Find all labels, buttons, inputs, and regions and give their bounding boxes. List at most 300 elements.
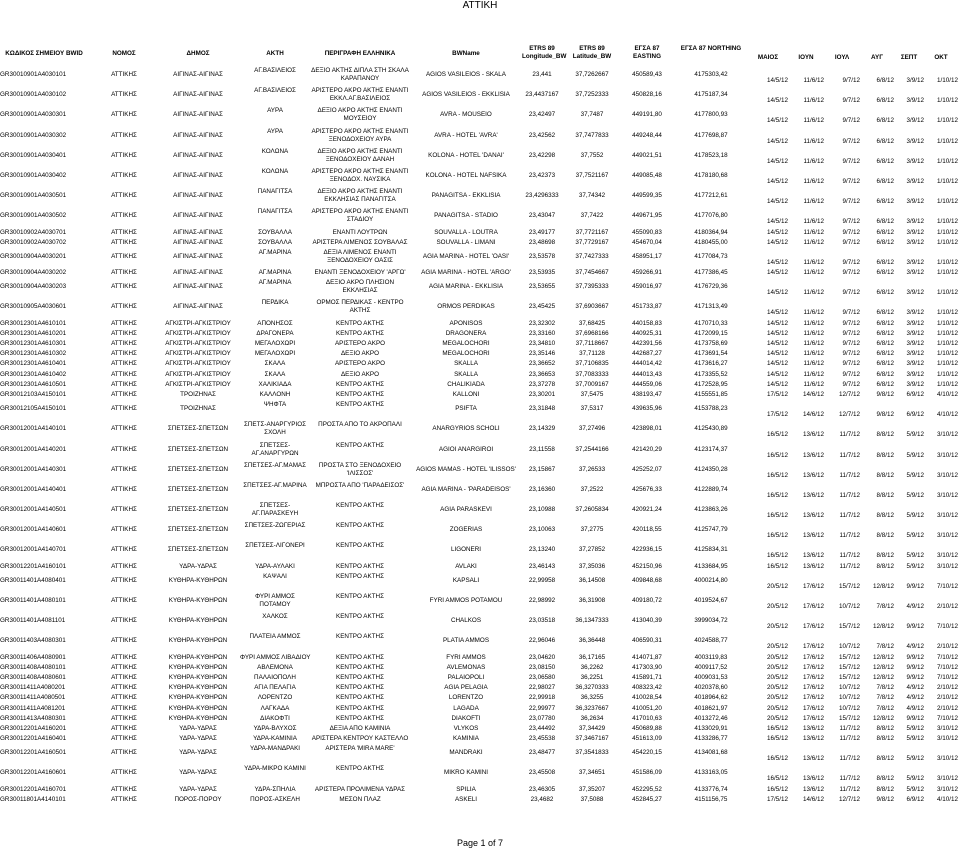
cell-lat: 37,27852 bbox=[578, 546, 606, 554]
cell-code: GR30012001A4140101 bbox=[0, 425, 67, 433]
cell-sep: 3/9/12 bbox=[906, 329, 924, 337]
cell-akti: ΣΚΑΛΑ bbox=[264, 360, 286, 368]
cell-east: 423898,01 bbox=[632, 425, 662, 433]
cell-aug: 8/8/12 bbox=[876, 532, 894, 540]
cell-may: 20/5/12 bbox=[766, 643, 788, 651]
cell-lon: 22,99918 bbox=[528, 694, 556, 702]
cell-sep: 3/9/12 bbox=[906, 370, 924, 378]
cell-akti: ΠΕΡΔΙΚΑ bbox=[261, 299, 289, 307]
table-row bbox=[0, 673, 960, 683]
cell-akti: ΥΔΡΑ-ΚΑΜΙΝΙΑ bbox=[253, 735, 297, 743]
cell-sep: 5/9/12 bbox=[906, 735, 924, 743]
cell-jul: 9/7/12 bbox=[842, 177, 860, 185]
cell-aug: 9/8/12 bbox=[876, 390, 894, 398]
cell-aug: 8/8/12 bbox=[876, 471, 894, 479]
cell-perigrafi: ΜΕΣΟΝ ΠΛΑΖ bbox=[339, 795, 381, 803]
cell-nomos: ΑΤΤΙΚΗΣ bbox=[111, 111, 137, 119]
cell-perigrafi: ΚΕΝΤΡΟ ΑΚΤΗΣ bbox=[336, 542, 384, 550]
cell-east: 451613,09 bbox=[632, 735, 662, 743]
cell-may: 16/5/12 bbox=[766, 735, 788, 743]
cell-north: 4125430,89 bbox=[694, 425, 728, 433]
cell-dimos: ΥΔΡΑ-ΥΔΡΑΣ bbox=[179, 724, 217, 732]
cell-nomos: ΑΤΤΙΚΗΣ bbox=[111, 576, 137, 584]
cell-perigrafi: ΔΕΞΙΟ ΑΚΡΟ ΑΚΤΗΣ ΕΝΑΝΤΙ ΞΕΝΟΔΟΧΕΙΟΥ ΔΑΝΑΗ bbox=[317, 147, 403, 163]
cell-may: 16/5/12 bbox=[766, 532, 788, 540]
cell-lon: 23,45508 bbox=[528, 769, 556, 777]
cell-sep: 9/9/12 bbox=[906, 582, 924, 590]
cell-north: 3999034,72 bbox=[694, 617, 728, 625]
cell-aug: 6/8/12 bbox=[876, 289, 894, 297]
cell-sep: 5/9/12 bbox=[906, 755, 924, 763]
table-header bbox=[0, 42, 960, 66]
cell-north: 4177084,73 bbox=[694, 252, 728, 260]
cell-jun: 13/6/12 bbox=[802, 431, 824, 439]
cell-sep: 5/9/12 bbox=[906, 724, 924, 732]
cell-north: 4178180,68 bbox=[694, 171, 728, 179]
cell-north: 4153788,23 bbox=[694, 405, 728, 413]
cell-may: 16/5/12 bbox=[766, 552, 788, 560]
cell-oct: 1/10/12 bbox=[936, 137, 958, 145]
cell-jun: 11/6/12 bbox=[803, 289, 824, 297]
cell-akti: ΥΔΡΑ-ΑΥΛΑΚΙ bbox=[255, 562, 295, 570]
cell-perigrafi: ΚΕΝΤΡΟ ΑΚΤΗΣ bbox=[336, 714, 384, 722]
cell-lat: 37,7118667 bbox=[575, 340, 609, 347]
cell-north: 4171313,49 bbox=[694, 303, 728, 311]
cell-lat: 37,7487 bbox=[580, 111, 604, 119]
cell-east: 455090,83 bbox=[632, 228, 662, 236]
header-east: ΕΓΣΑ 87 EASTING bbox=[633, 45, 661, 60]
cell-lon: 23,33160 bbox=[528, 329, 556, 337]
cell-jun: 11/6/12 bbox=[803, 319, 824, 327]
cell-sep: 5/9/12 bbox=[906, 451, 924, 459]
cell-perigrafi: ΚΕΝΤΡΟ ΑΚΤΗΣ bbox=[336, 633, 384, 641]
cell-bwname: SKALLA bbox=[454, 360, 478, 368]
cell-akti: ΑΠΟΝΗΣΟΣ bbox=[257, 319, 293, 327]
cell-nomos: ΑΤΤΙΚΗΣ bbox=[111, 350, 137, 358]
cell-dimos: ΚΥΘΗΡΑ-ΚΥΘΗΡΩΝ bbox=[168, 663, 228, 671]
cell-may: 14/5/12 bbox=[766, 177, 788, 185]
cell-sep: 3/9/12 bbox=[906, 117, 924, 125]
cell-bwname: AGIA PELAGIA bbox=[444, 684, 488, 692]
cell-nomos: ΑΤΤΙΚΗΣ bbox=[111, 238, 137, 246]
cell-east: 439635,96 bbox=[632, 405, 662, 413]
cell-dimos: ΚΥΘΗΡΑ-ΚΥΘΗΡΩΝ bbox=[168, 597, 228, 604]
cell-jul: 11/7/12 bbox=[839, 491, 860, 499]
cell-aug: 6/8/12 bbox=[876, 77, 894, 84]
cell-may: 20/5/12 bbox=[766, 603, 788, 610]
cell-east: 459016,97 bbox=[632, 283, 662, 291]
cell-sep: 3/9/12 bbox=[906, 360, 924, 368]
cell-sep: 9/9/12 bbox=[906, 714, 924, 722]
cell-nomos: ΑΤΤΙΚΗΣ bbox=[111, 329, 137, 337]
cell-oct: 3/10/12 bbox=[936, 562, 958, 570]
cell-dimos: ΑΙΓΙΝΑΣ-ΑΙΓΙΝΑΣ bbox=[173, 212, 223, 220]
cell-north: 4020378,60 bbox=[694, 684, 728, 692]
cell-lon: 23,04620 bbox=[528, 653, 556, 661]
cell-lat: 37,7427333 bbox=[575, 252, 609, 260]
cell-sep: 3/9/12 bbox=[906, 198, 924, 206]
header-lon: ETRS 89 Longitude_BW bbox=[522, 45, 567, 60]
cell-dimos: ΑΓΚΙΣΤΡΙ-ΑΓΚΙΣΤΡΙΟΥ bbox=[165, 360, 231, 368]
cell-perigrafi: ΚΕΝΤΡΟ ΑΚΤΗΣ bbox=[336, 694, 384, 702]
header-north: ΕΓΣΑ 87 NORTHING bbox=[680, 45, 742, 52]
cell-jul: 10/7/12 bbox=[838, 684, 860, 692]
cell-jun: 17/6/12 bbox=[802, 714, 824, 722]
cell-oct: 1/10/12 bbox=[936, 269, 958, 277]
cell-may: 16/5/12 bbox=[766, 785, 788, 793]
cell-perigrafi: ΔΕΞΙΟ ΑΚΡΟ ΑΚΤΗΣ ΕΝΑΝΤΙ ΕΚΚΛΗΣΙΑΣ ΠΑΝΑΓΙΤΣΑ bbox=[317, 188, 403, 204]
cell-jun: 11/6/12 bbox=[803, 360, 824, 368]
cell-akti: ΑΓ.ΜΑΡΙΝΑ bbox=[258, 279, 292, 287]
cell-code: GR30012201A4160701 bbox=[0, 785, 67, 793]
cell-lat: 37,2522 bbox=[580, 485, 604, 493]
cell-nomos: ΑΤΤΙΚΗΣ bbox=[111, 192, 137, 200]
cell-lat: 37,7477833 bbox=[575, 131, 609, 139]
cell-north: 4177698,87 bbox=[694, 131, 728, 139]
cell-sep: 5/9/12 bbox=[906, 552, 924, 560]
header-akti: ΑΚΤΗ bbox=[266, 50, 284, 57]
cell-lat: 36,14508 bbox=[578, 576, 606, 584]
cell-jul: 11/7/12 bbox=[839, 471, 860, 479]
cell-lat: 36,17165 bbox=[578, 653, 606, 661]
cell-nomos: ΑΤΤΙΚΗΣ bbox=[111, 673, 137, 681]
cell-perigrafi: ΔΕΞΙΑ ΑΠΟ ΚΑΜΙΝΙΑ bbox=[329, 724, 391, 732]
cell-jul: 9/7/12 bbox=[842, 350, 860, 358]
cell-perigrafi: ΔΕΞΙΟ ΑΚΡΟ ΠΛΗΣΙΟΝ ΕΚΚΛΗΣΙΑΣ bbox=[325, 279, 395, 295]
cell-nomos: ΑΤΤΙΚΗΣ bbox=[111, 704, 137, 712]
cell-nomos: ΑΤΤΙΚΗΣ bbox=[111, 562, 137, 570]
table-row bbox=[0, 370, 960, 380]
cell-lat: 37,7422 bbox=[580, 212, 604, 220]
cell-may: 14/5/12 bbox=[766, 238, 788, 246]
cell-jun: 11/6/12 bbox=[803, 157, 824, 165]
cell-north: 4125834,31 bbox=[694, 546, 728, 554]
cell-jun: 17/6/12 bbox=[802, 663, 824, 671]
cell-east: 410051,20 bbox=[632, 704, 662, 712]
cell-lon: 23,53935 bbox=[528, 269, 556, 277]
cell-east: 451586,09 bbox=[632, 769, 662, 777]
cell-jun: 14/6/12 bbox=[802, 411, 824, 419]
table-row bbox=[0, 400, 960, 420]
cell-east: 425252,07 bbox=[632, 465, 662, 473]
cell-bwname: AVLEMONAS bbox=[446, 663, 486, 671]
cell-jun: 13/6/12 bbox=[802, 552, 824, 560]
cell-north: 4133286,77 bbox=[694, 735, 728, 743]
cell-east: 450589,43 bbox=[632, 71, 662, 78]
cell-lat: 37,7521167 bbox=[575, 171, 609, 179]
table-row bbox=[0, 420, 960, 440]
page-footer: Page 1 of 7 bbox=[456, 838, 504, 848]
cell-nomos: ΑΤΤΙΚΗΣ bbox=[111, 228, 137, 236]
cell-aug: 6/8/12 bbox=[876, 269, 894, 277]
cell-jun: 11/6/12 bbox=[803, 177, 824, 185]
header-nomos: ΝΟΜΟΣ bbox=[112, 50, 136, 57]
cell-north: 4018621,97 bbox=[694, 704, 728, 712]
table-row bbox=[0, 187, 960, 207]
table-row bbox=[0, 653, 960, 663]
cell-jun: 11/6/12 bbox=[803, 77, 824, 84]
cell-code: GR30011411A4080501 bbox=[0, 694, 66, 702]
cell-may: 20/5/12 bbox=[766, 653, 788, 661]
cell-aug: 12/8/12 bbox=[872, 582, 894, 590]
cell-lon: 23,53655 bbox=[528, 283, 556, 291]
cell-lon: 22,96046 bbox=[528, 637, 556, 645]
cell-akti: ΣΠΕΤΣ-ΑΝΑΡΓΥΡΙΟΣ ΣΧΟΛΗ bbox=[243, 421, 307, 437]
cell-nomos: ΑΤΤΙΚΗΣ bbox=[111, 370, 137, 378]
cell-bwname: AGIOI ANARGIROI bbox=[438, 445, 494, 453]
cell-aug: 7/8/12 bbox=[876, 603, 894, 610]
cell-dimos: ΑΙΓΙΝΑΣ-ΑΙΓΙΝΑΣ bbox=[173, 151, 223, 159]
cell-lon: 23,42373 bbox=[528, 171, 556, 179]
cell-aug: 6/8/12 bbox=[876, 117, 894, 125]
table-row bbox=[0, 380, 960, 390]
cell-nomos: ΑΤΤΙΚΗΣ bbox=[111, 714, 137, 722]
cell-nomos: ΑΤΤΙΚΗΣ bbox=[111, 546, 137, 554]
cell-lon: 23,13240 bbox=[528, 546, 556, 554]
cell-oct: 1/10/12 bbox=[936, 198, 958, 206]
cell-jun: 11/6/12 bbox=[803, 218, 824, 226]
table-row bbox=[0, 785, 960, 795]
cell-perigrafi: ΚΕΝΤΡΟ ΑΚΤΗΣ bbox=[336, 562, 384, 570]
cell-code: GR30012301A4610201 bbox=[0, 329, 67, 337]
cell-akti: ΜΕΓΑΛΟΧΩΡΙ bbox=[254, 350, 296, 358]
cell-east: 444014,42 bbox=[632, 360, 662, 368]
cell-oct: 1/10/12 bbox=[936, 157, 958, 165]
cell-north: 4173616,27 bbox=[694, 360, 728, 368]
cell-bwname: SOUVALLA - LOUTRA bbox=[434, 228, 498, 236]
cell-dimos: ΑΙΓΙΝΑΣ-ΑΙΓΙΝΑΣ bbox=[173, 303, 223, 311]
cell-sep: 3/9/12 bbox=[906, 177, 924, 185]
cell-aug: 12/8/12 bbox=[872, 653, 894, 661]
cell-oct: 3/10/12 bbox=[936, 512, 958, 520]
cell-sep: 6/9/12 bbox=[906, 390, 924, 398]
cell-lat: 37,7106835 bbox=[575, 360, 609, 368]
cell-jun: 11/6/12 bbox=[803, 137, 824, 145]
cell-lon: 23,441 bbox=[532, 71, 552, 78]
cell-sep: 5/9/12 bbox=[906, 471, 924, 479]
cell-dimos: ΣΠΕΤΣΕΣ-ΣΠΕΤΣΩΝ bbox=[167, 425, 229, 433]
cell-jul: 12/7/12 bbox=[838, 411, 860, 419]
page-title: ΑΤΤΙΚΗ bbox=[462, 0, 498, 11]
cell-dimos: ΚΥΘΗΡΑ-ΚΥΘΗΡΩΝ bbox=[168, 637, 228, 645]
cell-bwname: MANDRAKI bbox=[449, 749, 483, 757]
cell-sep: 3/9/12 bbox=[906, 309, 924, 317]
cell-aug: 8/8/12 bbox=[876, 451, 894, 459]
cell-jun: 11/6/12 bbox=[803, 329, 824, 337]
cell-aug: 6/8/12 bbox=[876, 370, 894, 378]
cell-may: 17/5/12 bbox=[766, 390, 788, 398]
cell-akti: ΣΟΥΒΑΛΛΑ bbox=[258, 238, 292, 246]
cell-east: 450689,88 bbox=[632, 724, 662, 732]
cell-aug: 8/8/12 bbox=[876, 785, 894, 793]
cell-code: GR30010904A4030203 bbox=[0, 283, 67, 291]
cell-aug: 12/8/12 bbox=[872, 663, 894, 671]
cell-akti: ΨΗΦΤΑ bbox=[263, 401, 287, 409]
cell-lat: 36,1347333 bbox=[575, 617, 609, 625]
cell-sep: 3/9/12 bbox=[906, 350, 924, 358]
cell-jun: 13/6/12 bbox=[802, 451, 824, 459]
cell-dimos: ΑΙΓΙΝΑΣ-ΑΙΓΙΝΑΣ bbox=[173, 269, 223, 277]
cell-lon: 23,48698 bbox=[528, 238, 556, 246]
cell-oct: 3/10/12 bbox=[936, 785, 958, 793]
cell-bwname: CHALIKIADA bbox=[447, 380, 485, 388]
cell-jul: 11/7/12 bbox=[839, 724, 860, 732]
cell-jul: 11/7/12 bbox=[839, 755, 860, 763]
table-row bbox=[0, 147, 960, 167]
cell-north: 4133776,74 bbox=[694, 785, 728, 793]
cell-bwname: ZOGERIAS bbox=[449, 526, 483, 534]
cell-akti: ΣΟΥΒΑΛΛΑ bbox=[258, 228, 292, 236]
cell-aug: 6/8/12 bbox=[876, 309, 894, 317]
cell-bwname: AGIOS VASILEIOS - SKALA bbox=[425, 71, 507, 78]
cell-bwname: PANAGITSA - STADIO bbox=[434, 212, 498, 220]
cell-bwname: ORMOS PERDIKAS bbox=[437, 303, 495, 311]
cell-lon: 23,11558 bbox=[529, 445, 555, 453]
cell-lon: 22,99977 bbox=[528, 704, 556, 712]
cell-oct: 2/10/12 bbox=[936, 704, 958, 712]
cell-dimos: ΤΡΟΙΖΗΝΑΣ bbox=[180, 405, 216, 413]
cell-bwname: FYRI AMMOS POTAMOU bbox=[429, 597, 503, 604]
cell-aug: 6/8/12 bbox=[876, 137, 894, 145]
cell-dimos: ΑΓΚΙΣΤΡΙ-ΑΓΚΙΣΤΡΙΟΥ bbox=[165, 350, 231, 358]
cell-lat: 37,5475 bbox=[580, 390, 604, 398]
cell-jun: 11/6/12 bbox=[803, 269, 824, 277]
cell-may: 14/5/12 bbox=[766, 319, 788, 327]
cell-bwname: SKALLA bbox=[454, 370, 478, 378]
cell-bwname: ASKELI bbox=[454, 795, 478, 803]
cell-bwname: KOLONA - HOTEL NAFSIKA bbox=[425, 171, 507, 179]
cell-sep: 3/9/12 bbox=[906, 380, 924, 388]
cell-aug: 6/8/12 bbox=[876, 258, 894, 266]
table-row bbox=[0, 541, 960, 561]
cell-bwname: AVRA - MOUSEIO bbox=[440, 111, 492, 119]
cell-jun: 14/6/12 bbox=[802, 795, 824, 803]
cell-lat: 37,27496 bbox=[578, 425, 606, 433]
table-row bbox=[0, 612, 960, 632]
table-row bbox=[0, 248, 960, 268]
cell-sep: 9/9/12 bbox=[906, 673, 924, 681]
cell-jun: 13/6/12 bbox=[802, 532, 824, 540]
cell-east: 449021,51 bbox=[632, 151, 662, 159]
table-row bbox=[0, 106, 960, 126]
cell-north: 4178523,18 bbox=[694, 151, 728, 159]
cell-lat: 37,26533 bbox=[578, 465, 606, 473]
cell-bwname: MIKRO KAMINI bbox=[443, 769, 489, 777]
cell-code: GR30012001A4140701 bbox=[0, 546, 67, 554]
cell-may: 14/5/12 bbox=[766, 258, 788, 266]
cell-nomos: ΑΤΤΙΚΗΣ bbox=[111, 724, 137, 732]
cell-bwname: FYRI AMMOS bbox=[446, 653, 486, 661]
cell-lat: 37,3467167 bbox=[575, 735, 609, 743]
cell-aug: 6/8/12 bbox=[876, 228, 894, 236]
cell-aug: 6/8/12 bbox=[876, 198, 894, 206]
table-row bbox=[0, 632, 960, 652]
cell-sep: 5/9/12 bbox=[906, 431, 924, 439]
cell-akti: ΣΠΕΤΣΕΣ-ΑΓ.ΜΑΡΙΝΑ bbox=[243, 481, 307, 489]
cell-jul: 11/7/12 bbox=[839, 785, 860, 793]
cell-nomos: ΑΤΤΙΚΗΣ bbox=[111, 131, 137, 139]
cell-aug: 6/8/12 bbox=[876, 360, 894, 368]
cell-nomos: ΑΤΤΙΚΗΣ bbox=[111, 617, 137, 625]
cell-sep: 6/9/12 bbox=[906, 411, 924, 419]
cell-dimos: ΑΓΚΙΣΤΡΙ-ΑΓΚΙΣΤΡΙΟΥ bbox=[165, 329, 231, 337]
cell-oct: 1/10/12 bbox=[936, 117, 958, 125]
cell-lat: 37,7729167 bbox=[575, 238, 609, 246]
cell-nomos: ΑΤΤΙΚΗΣ bbox=[111, 465, 137, 473]
cell-akti: ΣΠΕΤΣΕΣ-ΑΓ.ΑΝΑΡΓΥΡΩΝ bbox=[251, 441, 299, 457]
cell-jun: 11/6/12 bbox=[803, 340, 824, 347]
cell-bwname: AGIOS VASILEIOS - EKKLISIA bbox=[422, 91, 510, 99]
cell-bwname: LORENTZO bbox=[448, 694, 484, 702]
cell-jul: 9/7/12 bbox=[842, 329, 860, 337]
cell-perigrafi: ΕΝΑΝΤΙ ΛΟΥΤΡΩΝ bbox=[332, 228, 388, 236]
cell-east: 410028,54 bbox=[632, 694, 662, 702]
table-row bbox=[0, 127, 960, 147]
header-may: ΜΑΙΟΣ bbox=[757, 54, 779, 61]
cell-nomos: ΑΤΤΙΚΗΣ bbox=[111, 769, 137, 777]
cell-jun: 11/6/12 bbox=[803, 97, 824, 105]
cell-perigrafi: ΑΡΙΣΤΕΡΟ ΑΚΡΟ bbox=[334, 340, 386, 347]
cell-lat: 37,7262667 bbox=[575, 71, 609, 78]
cell-oct: 3/10/12 bbox=[936, 735, 958, 743]
cell-bwname: ANARGYRIOS SCHOLI bbox=[432, 425, 500, 433]
cell-lon: 23,36652 bbox=[528, 360, 556, 368]
cell-jun: 11/6/12 bbox=[803, 370, 824, 378]
cell-jul: 11/7/12 bbox=[839, 562, 860, 570]
cell-perigrafi: ΚΕΝΤΡΟ ΑΚΤΗΣ bbox=[336, 380, 384, 388]
cell-bwname: PANAGITSA - EKKLISIA bbox=[431, 192, 501, 200]
cell-lat: 37,7552 bbox=[580, 151, 604, 159]
cell-jun: 14/6/12 bbox=[802, 390, 824, 398]
cell-perigrafi: ΚΕΝΤΡΟ ΑΚΤΗΣ bbox=[336, 765, 384, 773]
cell-jul: 9/7/12 bbox=[842, 137, 860, 145]
cell-dimos: ΑΙΓΙΝΑΣ-ΑΙΓΙΝΑΣ bbox=[173, 228, 223, 236]
cell-sep: 3/9/12 bbox=[906, 97, 924, 105]
table-row bbox=[0, 714, 960, 724]
cell-akti: ΠΑΝΑΓΙΤΣΑ bbox=[257, 188, 293, 196]
cell-dimos: ΑΓΚΙΣΤΡΙ-ΑΓΚΙΣΤΡΙΟΥ bbox=[165, 370, 231, 378]
cell-may: 14/5/12 bbox=[766, 360, 788, 368]
cell-aug: 9/8/12 bbox=[876, 411, 894, 419]
cell-dimos: ΚΥΘΗΡΑ-ΚΥΘΗΡΩΝ bbox=[168, 704, 228, 712]
cell-perigrafi: ΚΕΝΤΡΟ ΑΚΤΗΣ bbox=[336, 593, 384, 600]
cell-oct: 1/10/12 bbox=[936, 228, 958, 236]
header-sep: ΣΕΠΤ bbox=[900, 54, 918, 61]
table-row bbox=[0, 562, 960, 572]
header-dimos: ΔΗΜΟΣ bbox=[186, 50, 210, 57]
cell-code: GR30012001A4140201 bbox=[0, 445, 67, 453]
cell-east: 454220,15 bbox=[632, 749, 662, 757]
cell-nomos: ΑΤΤΙΚΗΣ bbox=[111, 735, 137, 743]
cell-oct: 3/10/12 bbox=[936, 431, 958, 439]
cell-sep: 4/9/12 bbox=[906, 643, 924, 651]
header-jul: ΙΟΥΛ bbox=[834, 54, 850, 61]
cell-dimos: ΚΥΘΗΡΑ-ΚΥΘΗΡΩΝ bbox=[168, 673, 228, 681]
cell-east: 444559,06 bbox=[632, 380, 662, 388]
cell-east: 449085,48 bbox=[632, 171, 662, 179]
cell-lon: 23,08150 bbox=[528, 663, 556, 671]
cell-sep: 5/9/12 bbox=[906, 532, 924, 540]
cell-jul: 11/7/12 bbox=[839, 451, 860, 459]
cell-lat: 37,2544166 bbox=[575, 445, 609, 453]
cell-jun: 17/6/12 bbox=[802, 653, 824, 661]
cell-aug: 7/8/12 bbox=[876, 643, 894, 651]
cell-may: 14/5/12 bbox=[766, 77, 788, 84]
cell-sep: 3/9/12 bbox=[906, 340, 924, 347]
cell-lon: 23,42497 bbox=[528, 111, 556, 119]
cell-dimos: ΥΔΡΑ-ΥΔΡΑΣ bbox=[179, 785, 217, 793]
cell-perigrafi: ΠΡΟΣΤΑ ΣΤΟ ΞΕΝΟΔΟΧΕΙΟ 'ΙΛΙΣΣΟΣ' bbox=[318, 461, 402, 477]
